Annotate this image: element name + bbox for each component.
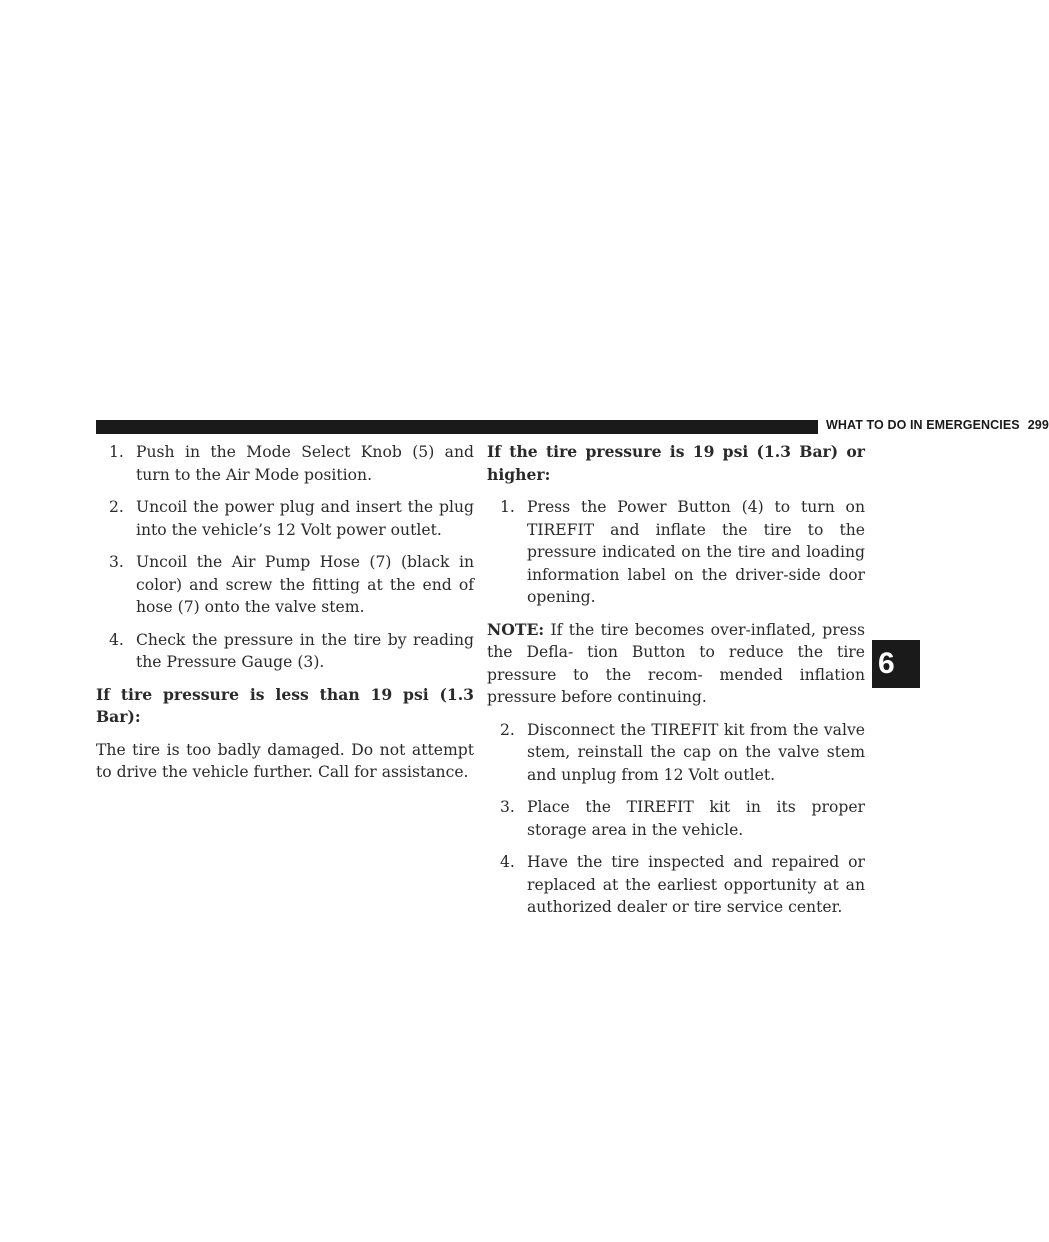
- high-pressure-heading: If the tire pressure is 19 psi (1.3 Bar) or higher:: [487, 442, 865, 484]
- list-item: 3. Uncoil the Air Pump Hose (7) (black in color) and screw the fitting at the end of hose (7) onto the valve stem.: [109, 553, 474, 616]
- section-title: WHAT TO DO IN EMERGENCIES: [826, 418, 1020, 432]
- note-paragraph: [487, 619, 865, 709]
- header-rule: [96, 420, 818, 434]
- note-text: If the tire becomes over-inflated, press the Defla- tion Button to reduce the tire pressure to the recom- mended inflation pressure before continuing.: [487, 620, 865, 706]
- list-item: 2. Disconnect the TIREFIT kit from the valve stem, reinstall the cap on the valve stem and unplug from 12 Volt outlet.: [500, 720, 865, 784]
- list-item: 1. Push in the Mode Select Knob (5) and turn to the Air Mode position.: [109, 443, 474, 484]
- list-item: 2. Uncoil the power plug and insert the plug into the vehicle’s 12 Volt power outlet.: [109, 498, 474, 539]
- left-column: [96, 441, 474, 794]
- running-header: [826, 418, 1049, 432]
- page-number: 299: [1027, 418, 1049, 432]
- chapter-tab: 6: [872, 640, 920, 688]
- list-item: 4. Check the pressure in the tire by reading the Pressure Gauge (3).: [109, 630, 474, 671]
- right-column: [487, 441, 865, 929]
- list-item: 3. Place the TIREFIT kit in its proper storage area in the vehicle.: [500, 798, 865, 839]
- list-item: 4. Have the tire inspected and repaired or replaced at the earliest opportunity at an authorized dealer or tire service center.: [500, 853, 865, 916]
- list-item: 1. Press the Power Button (4) to turn on TIREFIT and inflate the tire to the pressure indicated on the tire and loading information label on the driver-side door opening.: [500, 498, 865, 606]
- note-label: NOTE:: [487, 619, 545, 639]
- low-pressure-text: The tire is too badly damaged. Do not attempt to drive the vehicle further. Call for assistance.: [96, 740, 474, 781]
- low-pressure-heading: If tire pressure is less than 19 psi (1.3 Bar):: [96, 684, 474, 726]
